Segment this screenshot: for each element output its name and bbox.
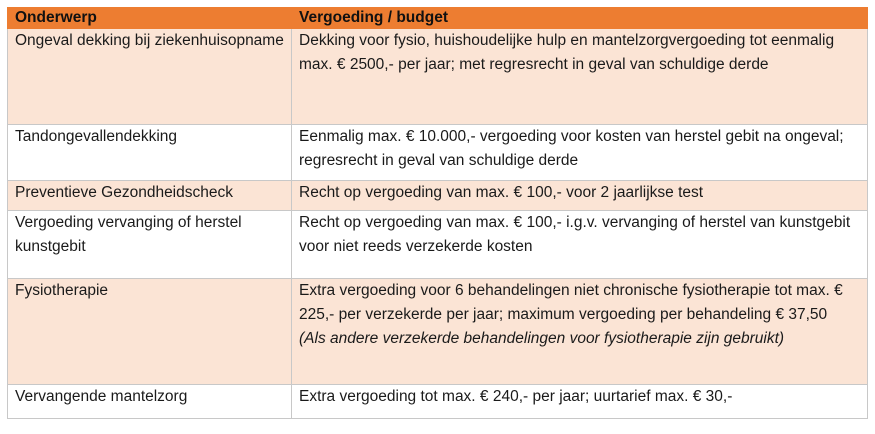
table-row bbox=[8, 279, 868, 385]
row-coverage: Recht op vergoeding van max. € 100,- i.g.v. vervanging of herstel van kunstgebit voor niet reeds verzekerde kosten bbox=[292, 211, 868, 279]
row-subject: Preventieve Gezondheidscheck bbox=[8, 181, 292, 211]
row-coverage: Extra vergoeding voor 6 behandelingen niet chronische fysiotherapie tot max. € 225,- per verzekerde per jaar; maximum vergoeding per behandeling € 37,50 bbox=[299, 282, 843, 323]
table-row bbox=[8, 29, 868, 125]
row-coverage-note: (Als andere verzekerde behandelingen voor fysiotherapie zijn gebruikt) bbox=[299, 330, 785, 347]
coverage-table bbox=[7, 7, 868, 419]
row-subject: Tandongevallendekking bbox=[8, 125, 292, 181]
row-subject: Vergoeding vervanging of herstel kunstgebit bbox=[8, 211, 292, 279]
table-row bbox=[8, 181, 868, 211]
row-coverage: Eenmalig max. € 10.000,- vergoeding voor kosten van herstel gebit na ongeval; regresrecht in geval van schuldige derde bbox=[292, 125, 868, 181]
row-coverage: Recht op vergoeding van max. € 100,- voor 2 jaarlijkse test bbox=[292, 181, 868, 211]
row-subject: Ongeval dekking bij ziekenhuisopname bbox=[8, 29, 292, 125]
header-coverage: Vergoeding / budget bbox=[292, 8, 868, 29]
row-coverage: Dekking voor fysio, huishoudelijke hulp en mantelzorgvergoeding tot eenmalig max. € 2500,- per jaar; met regresrecht in geval van schuldige derde bbox=[292, 29, 868, 125]
header-subject: Onderwerp bbox=[8, 8, 292, 29]
row-subject: Fysiotherapie bbox=[8, 279, 292, 385]
table-row bbox=[8, 385, 868, 419]
table-row bbox=[8, 211, 868, 279]
row-coverage-cell bbox=[292, 279, 868, 385]
row-subject: Vervangende mantelzorg bbox=[8, 385, 292, 419]
row-coverage: Extra vergoeding tot max. € 240,- per jaar; uurtarief max. € 30,- bbox=[292, 385, 868, 419]
table-header-row bbox=[8, 8, 868, 29]
table-row bbox=[8, 125, 868, 181]
